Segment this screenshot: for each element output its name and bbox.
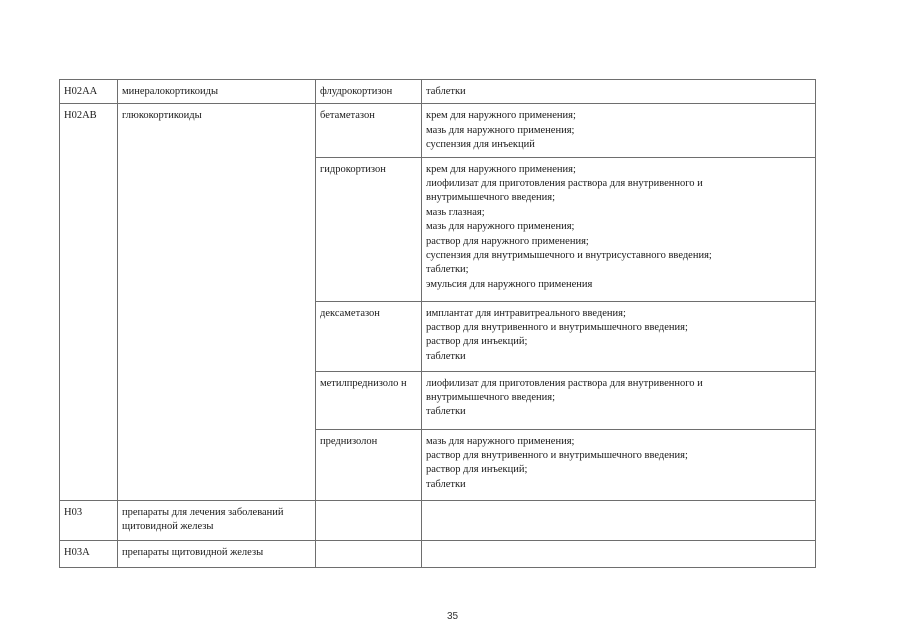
dosage-forms-cell (422, 104, 816, 157)
atc-code-cell: H02AB (60, 104, 118, 500)
atc-code-cell: H02AA (60, 80, 118, 104)
dosage-form: мазь для наружного применения; (426, 124, 575, 136)
dosage-form: таблетки; (426, 264, 469, 276)
dosage-form: раствор для внутривенного и внутримышечного введения; (426, 322, 688, 334)
atc-code-cell: H03 (60, 500, 118, 540)
dosage-form: лиофилизат для приготовления раствора для внутривенного и (426, 178, 703, 190)
drug-name-cell: метилпреднизоло н (316, 371, 422, 429)
dosage-forms-cell (422, 301, 816, 371)
dosage-form: мазь глазная; (426, 206, 485, 218)
drug-name-cell: преднизолон (316, 429, 422, 500)
drug-name-cell: бетаметазон (316, 104, 422, 157)
dosage-form: таблетки (426, 350, 466, 362)
dosage-forms-cell (422, 429, 816, 500)
dosage-form: таблетки (426, 406, 466, 418)
dosage-form: лиофилизат для приготовления раствора для внутривенного и (426, 377, 703, 389)
dosage-form: раствор для инъекций; (426, 464, 528, 476)
drug-name-cell: флудрокортизон (316, 80, 422, 104)
page-number: 35 (446, 611, 459, 622)
dosage-form: крем для наружного применения; (426, 163, 576, 175)
table-row (60, 540, 816, 567)
group-cell: глюкокортикоиды (118, 104, 316, 500)
dosage-forms-cell (422, 80, 816, 104)
table-row (60, 80, 816, 104)
dosage-form: таблетки (426, 86, 466, 97)
drug-name-cell: гидрокортизон (316, 157, 422, 301)
dosage-forms-cell (422, 540, 816, 567)
dosage-form: внутримышечного введения; (426, 392, 556, 404)
dosage-forms-cell (422, 157, 816, 301)
dosage-form: внутримышечного введения; (426, 192, 556, 204)
group-cell: препараты щитовидной железы (118, 540, 316, 567)
dosage-form: раствор для внутривенного и внутримышечного введения; (426, 450, 688, 462)
dosage-form: эмульсия для наружного применения (426, 278, 593, 290)
group-cell: минералокортикоиды (118, 80, 316, 104)
dosage-form: имплантат для интравитреального введения; (426, 307, 626, 319)
dosage-form: суспензия для внутримышечного и внутрисуставного введения; (426, 250, 712, 262)
dosage-form: таблетки (426, 478, 466, 490)
dosage-forms-cell (422, 500, 816, 540)
table-row (60, 500, 816, 540)
table-row (60, 104, 816, 157)
drug-table (59, 79, 816, 568)
dosage-form: мазь для наружного применения; (426, 221, 575, 233)
dosage-form: суспензия для инъекций (426, 139, 535, 151)
dosage-form: крем для наружного применения; (426, 110, 576, 122)
dosage-forms-cell (422, 371, 816, 429)
group-cell: препараты для лечения заболеваний щитовидной железы (118, 500, 316, 540)
drug-name-cell (316, 500, 422, 540)
drug-name-cell (316, 540, 422, 567)
dosage-form: раствор для инъекций; (426, 336, 528, 348)
dosage-form: раствор для наружного применения; (426, 235, 589, 247)
atc-code-cell: H03A (60, 540, 118, 567)
dosage-form: мазь для наружного применения; (426, 435, 575, 447)
drug-name-cell: дексаметазон (316, 301, 422, 371)
